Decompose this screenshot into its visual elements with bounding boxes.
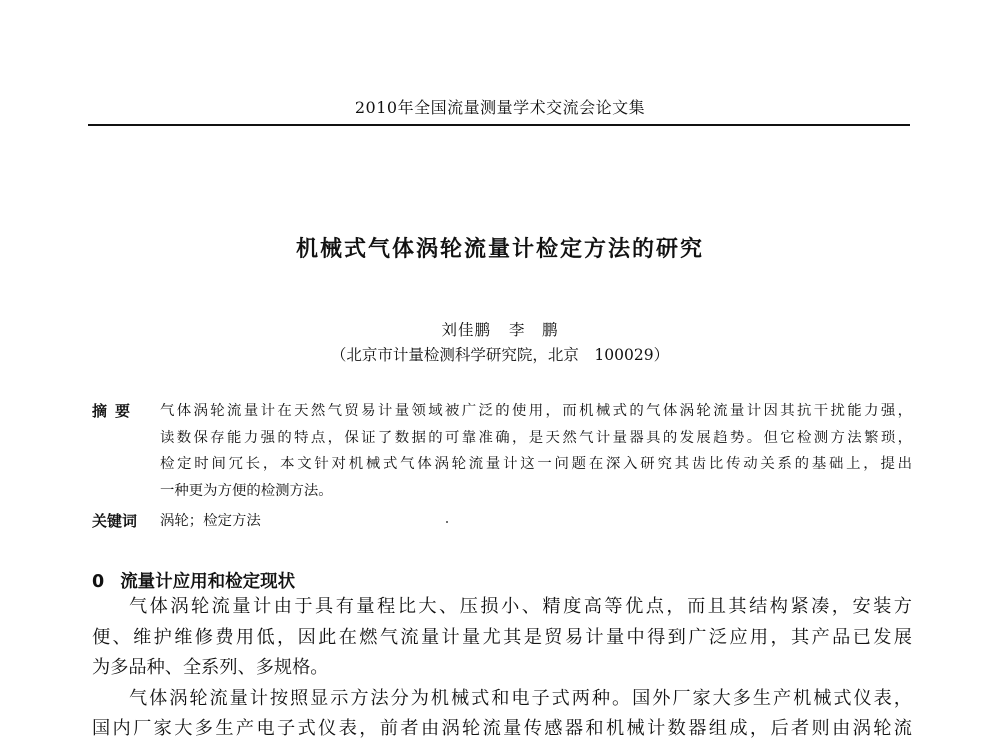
abstract-line: 一种更为方便的检测方法。	[160, 482, 333, 499]
scan-speck	[446, 521, 448, 523]
body-line: 气体涡轮流量计由于具有量程比大、压损小、精度高等优点，而且其结构紧凑，安装方	[129, 596, 912, 617]
body-line: 气体涡轮流量计按照显示方法分为机械式和电子式两种。国外厂家大多生产机械式仪表，	[129, 687, 912, 709]
paper-title: 机械式气体涡轮流量计检定方法的研究	[295, 236, 704, 262]
abstract-line: 气体涡轮流量计在天然气贸易计量领域被广泛的使用，而机械式的气体涡轮流量计因其抗干扰能力强，	[160, 403, 912, 419]
abstract-label: 摘要	[92, 402, 139, 420]
body-line: 为多品种、全系列、多规格。	[92, 657, 329, 678]
author-name: 李 鹏	[508, 321, 559, 339]
abstract-line: 读数保存能力强的特点，保证了数据的可靠准确，是天然气计量器具的发展趋势。但它检测方法繁琐，	[160, 429, 912, 446]
abstract-body	[160, 398, 912, 504]
body-line: 便、维护维修费用低，因此在燃气流量计量尤其是贸易计量中得到广泛应用，其产品已发展	[92, 626, 912, 648]
header-rule	[88, 124, 910, 126]
section-title: 流量计应用和检定现状	[120, 572, 296, 592]
keywords-text: 涡轮；检定方法	[160, 513, 261, 529]
affiliation: （北京市计量检测科学研究院，北京 100029）	[330, 346, 670, 364]
section-body	[92, 592, 912, 745]
body-line: 国内厂家大多生产电子式仪表，前者由涡轮流量传感器和机械计数器组成，后者则由涡轮流	[92, 718, 912, 739]
running-header: 2010年全国流量测量学术交流会论文集	[354, 98, 646, 117]
keywords-label: 关键词	[92, 512, 138, 530]
section-heading	[92, 568, 295, 593]
section-number: 0	[92, 572, 105, 592]
author-name: 刘佳鹏	[441, 321, 492, 339]
abstract-line: 检定时间冗长，本文针对机械式气体涡轮流量计这一问题在深入研究其齿比传动关系的基础上，提出	[160, 456, 912, 472]
author-list	[0, 318, 1000, 340]
